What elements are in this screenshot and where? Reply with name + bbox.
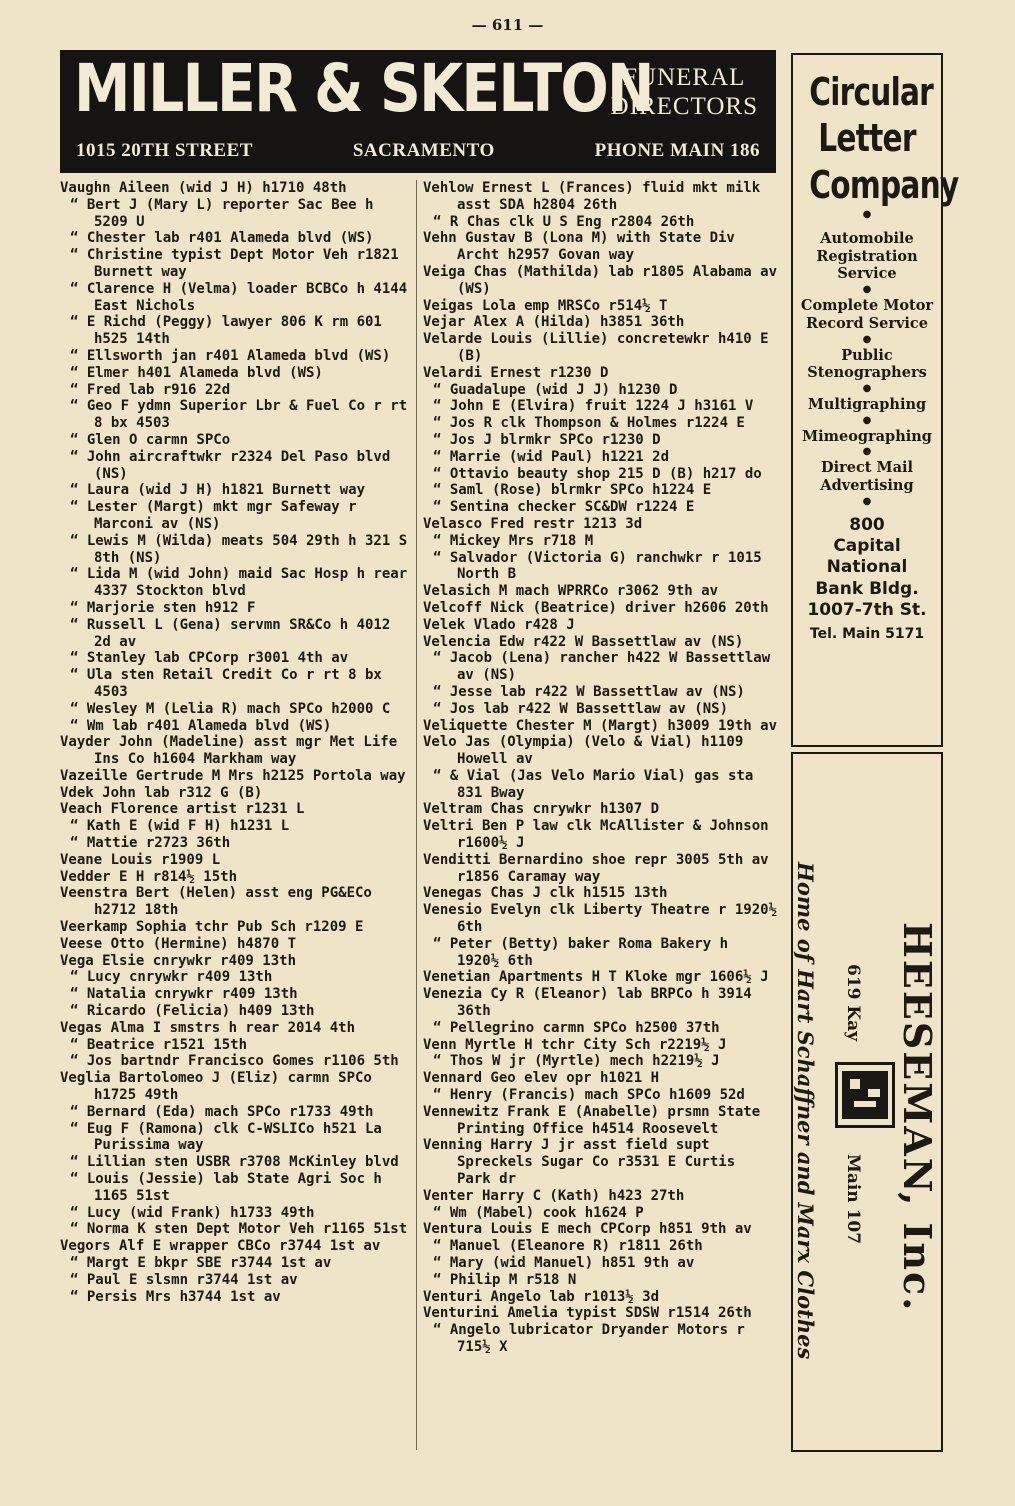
directory-column-right [423,180,777,1356]
directory-sub-entry: “ Chester lab r401 Alameda blvd (WS) [60,230,412,247]
directory-sub-entry: “ Russell L (Gena) servmn SR&Co h 4012 2d av [60,617,412,651]
bullet-dot: ● [862,284,872,296]
directory-entry: Veliquette Chester M (Margt) h3009 19th av [423,717,778,734]
directory-sub-entry: “ Geo F ydmn Superior Lbr & Fuel Co r rt 8 bx 4503 [60,398,412,432]
directory-sub-entry: “ Lewis M (Wilda) meats 504 29th h 321 S 8th (NS) [60,533,412,567]
directory-entry: Vdek John lab r312 G (B) [60,784,263,801]
bullet-dot: ● [862,446,872,458]
directory-sub-entry: “ Lucy (wid Frank) h1733 49th [60,1205,412,1222]
directory-sub-entry: “ Jos lab r422 W Bassettlaw av (NS) [423,701,777,718]
directory-entry: Veiga Chas (Mathilda) lab r1805 Alabama av (WS) [423,263,778,297]
directory-sub-entry: “ Lida M (wid John) maid Sac Hosp h rear 4337 Stockton blvd [60,566,412,600]
directory-sub-entry: “ Glen O carmn SPCo [60,432,412,449]
directory-entry: Veerkamp Sophia tchr Pub Sch r1209 E [60,919,364,936]
bullet-dot: ● [862,495,872,507]
directory-sub-entry: “ Bert J (Mary L) reporter Sac Bee h 5209 U [60,197,412,231]
funeral-directors-banner [60,50,776,173]
circular-name-line: Company [809,162,959,207]
heeseman-slogan: Home of Hart Schaffner and Marx Clothes [793,862,818,1360]
directory-sub-entry: “ Salvador (Victoria G) ranchwkr r 1015 North B [423,550,777,584]
directory-entry: Veach Florence artist r1231 L [60,801,305,818]
directory-entry: Velasich M mach WPRRCo r3062 9th av [423,583,719,600]
directory-entry: Velarde Louis (Lillie) concretewkr h410 E (B) [423,331,769,364]
directory-sub-entry: “ Paul E slsmn r3744 1st av [60,1272,412,1289]
directory-sub-entry: “ Philip M r518 N [423,1272,777,1289]
directory-sub-entry: “ Marrie (wid Paul) h1221 2d [423,449,777,466]
directory-sub-entry: “ Jesse lab r422 W Bassettlaw av (NS) [423,684,777,701]
circular-service: Public Stenographers [807,346,927,382]
directory-sub-entry: “ Peter (Betty) baker Roma Bakery h 1920½ 6th [423,936,777,970]
directory-sub-entry: “ Ula sten Retail Credit Co r rt 8 bx 4503 [60,667,412,701]
circular-service: Complete Motor Record Service [800,297,934,332]
directory-entry: Venesio Evelyn clk Liberty Theatre r 1920½ 6th [423,902,778,936]
directory-entry: Venturi Angelo lab r1013½ 3d [423,1288,660,1305]
directory-entry: Veane Louis r1909 L [60,851,221,868]
directory-sub-entry: “ & Vial (Jas Velo Mario Vial) gas sta 831 Bway [423,768,777,802]
directory-entry: Vedder E H r814½ 15th [60,868,238,885]
address-line: Capital [833,536,901,557]
directory-entry: Vaughn Aileen (wid J H) h1710 48th [60,180,347,196]
directory-entry: Veglia Bartolomeo J (Eliz) carmn SPCo h1725 49th [60,1070,372,1104]
address-line: 1007-7th St. [807,600,927,621]
heeseman-ad [791,752,943,1452]
directory-sub-entry: “ Kath E (wid F H) h1231 L [60,818,412,835]
directory-sub-entry: “ Jos R clk Thompson & Holmes r1224 E [423,415,777,432]
directory-entry: Velo Jas (Olympia) (Velo & Vial) h1109 Howell av [423,734,744,768]
directory-sub-entry: “ Persis Mrs h3744 1st av [60,1289,412,1306]
directory-entry: Velcoff Nick (Beatrice) driver h2606 20th [423,599,769,616]
directory-entry: Veenstra Bert (Helen) asst eng PG&ECo h2712 18th [60,885,372,919]
directory-sub-entry: “ Thos W jr (Myrtle) mech h2219½ J [423,1053,777,1070]
directory-entry: Vega Elsie cnrywkr r409 13th [60,952,297,969]
directory-sub-entry: “ Beatrice r1521 15th [60,1037,412,1054]
directory-sub-entry: “ Lester (Margt) mkt mgr Safeway r Marconi av (NS) [60,499,412,533]
directory-entry: Venezia Cy R (Eleanor) lab BRPCo h 3914 36th [423,986,752,1020]
directory-entry: Venning Harry J jr asst field supt Spreckels Sugar Co r3531 E Curtis Park dr [423,1137,736,1188]
directory-sub-entry: “ Stanley lab CPCorp r3001 4th av [60,650,412,667]
banner-street: 1015 20TH STREET [76,140,253,161]
directory-sub-entry: “ Jacob (Lena) rancher h422 W Bassettlaw av (NS) [423,650,777,684]
directory-sub-entry: “ Mattie r2723 36th [60,835,412,852]
address-line: Bank Bldg. [815,578,919,599]
directory-sub-entry: “ Natalia cnrywkr r409 13th [60,986,412,1003]
directory-entry: Venegas Chas J clk h1515 13th [423,885,668,902]
banner-tagline [611,64,758,122]
directory-sub-entry: “ Ottavio beauty shop 215 D (B) h217 do [423,466,777,483]
banner-funeral: FUNERAL [623,64,746,91]
banner-phone: PHONE MAIN 186 [594,140,760,161]
directory-entry: Velardi Ernest r1230 D [423,364,609,381]
directory-sub-entry: “ John E (Elvira) fruit 1224 J h3161 V [423,398,777,415]
directory-sub-entry: “ Lucy cnrywkr r409 13th [60,969,412,986]
directory-entry: Venturini Amelia typist SDSW r1514 26th [423,1305,752,1322]
directory-sub-entry: “ R Chas clk U S Eng r2804 26th [423,214,777,231]
directory-sub-entry: “ Clarence H (Velma) loader BCBCo h 4144 East Nichols [60,281,412,315]
directory-entry: Veigas Lola emp MRSCo r514½ T [423,297,668,314]
banner-contact-row [76,140,760,162]
circular-service: Multigraphing [807,395,927,413]
directory-sub-entry: “ Lillian sten USBR r3708 McKinley blvd [60,1154,412,1171]
directory-entry: Vennard Geo elev opr h1021 H [423,1070,660,1087]
directory-sub-entry: “ Marjorie sten h912 F [60,600,412,617]
directory-entry: Vayder John (Madeline) asst mgr Met Life Ins Co h1604 Markham way [60,734,398,768]
page-number: — 611 — [471,16,544,34]
directory-sub-entry: “ Jos bartndr Francisco Gomes r1106 5th [60,1053,412,1070]
directory-sub-entry: “ Saml (Rose) blrmkr SPCo h1224 E [423,482,777,499]
bullet-dot: ● [862,382,872,394]
heeseman-phone: Main 107 [843,1154,863,1245]
address-line: National [826,557,908,578]
directory-sub-entry: “ Louis (Jessie) lab State Agri Soc h 1165 51st [60,1171,412,1205]
directory-sub-entry: “ Elmer h401 Alameda blvd (WS) [60,365,412,382]
heeseman-logo-icon [835,1062,895,1128]
circular-letter-ad [791,53,959,747]
directory-sub-entry: “ Eug F (Ramona) clk C-WSLICo h521 La Purissima way [60,1121,412,1155]
directory-entry: Vehlow Ernest L (Frances) fluid mkt milk asst SDA h2804 26th [423,180,761,213]
directory-entry: Vegas Alma I smstrs h rear 2014 4th [60,1019,356,1036]
circular-service: Direct Mail Advertising [820,459,914,494]
directory-entry: Ventura Louis E mech CPCorp h851 9th av [423,1221,752,1238]
circular-service: Automobile Registration Service [816,230,918,283]
directory-sub-entry: “ Christine typist Dept Motor Veh r1821 Burnett way [60,247,412,281]
directory-entry: Vejar Alex A (Hilda) h3851 36th [423,314,685,331]
circular-phone: Tel. Main 5171 [809,625,925,642]
banner-directors: DIRECTORS [610,92,758,120]
circular-name-line: Circular [809,70,934,114]
directory-sub-entry: “ Sentina checker SC&DW r1224 E [423,499,777,516]
directory-entry: Venditti Bernardino shoe repr 3005 5th av r1856 Caramay way [423,851,769,885]
directory-sub-entry: “ Norma K sten Dept Motor Veh r1165 51st [60,1221,412,1238]
directory-entry: Venn Myrtle H tchr City Sch r2219½ J [423,1036,727,1053]
circular-name-line: Letter [818,116,916,161]
directory-entry: Velek Vlado r428 J [423,616,575,633]
directory-sub-entry: “ Bernard (Eda) mach SPCo r1733 49th [60,1104,412,1121]
directory-sub-entry: “ Wesley M (Lelia R) mach SPCo h2000 C [60,701,412,718]
directory-sub-entry: “ Fred lab r916 22d [60,382,412,399]
directory-entry: Veese Otto (Hermine) h4870 T [60,935,297,952]
directory-entry: Vegors Alf E wrapper CBCo r3744 1st av [60,1238,381,1255]
directory-sub-entry: “ Pellegrino carmn SPCo h2500 37th [423,1020,777,1037]
directory-sub-entry: “ Margt E bkpr SBE r3744 1st av [60,1255,412,1272]
bullet-dot: ● [862,414,872,426]
circular-address [793,515,941,622]
directory-sub-entry: “ Manuel (Eleanore R) r1811 26th [423,1238,777,1255]
directory-sub-entry: “ Wm (Mabel) cook h1624 P [423,1205,777,1222]
directory-sub-entry: “ Henry (Francis) mach SPCo h1609 52d [423,1087,777,1104]
bullet-dot: ● [862,333,872,345]
heeseman-address: 619 Kay [843,964,863,1042]
directory-entry: Vehn Gustav B (Lona M) with State Div Archt h2957 Govan way [423,230,735,264]
directory-entry: Veltram Chas cnrywkr h1307 D [423,801,660,818]
directory-sub-entry: “ E Richd (Peggy) lawyer 806 K rm 601 h525 14th [60,314,412,348]
directory-sub-entry: “ Wm lab r401 Alameda blvd (WS) [60,718,412,735]
directory-sub-entry: “ Angelo lubricator Dryander Motors r 715½ X [423,1322,777,1356]
directory-column-left [60,180,412,1305]
directory-entry: Vennewitz Frank E (Anabelle) prsmn State Printing Office h4514 Roosevelt [423,1103,761,1137]
directory-sub-entry: “ John aircraftwkr r2324 Del Paso blvd (NS) [60,449,412,483]
directory-sub-entry: “ Ellsworth jan r401 Alameda blvd (WS) [60,348,412,365]
directory-sub-entry: “ Guadalupe (wid J J) h1230 D [423,382,777,399]
directory-sub-entry: “ Mary (wid Manuel) h851 9th av [423,1255,777,1272]
directory-entry: Veltri Ben P law clk McAllister & Johnson r1600½ J [423,818,769,852]
directory-sub-entry: “ Laura (wid J H) h1821 Burnett way [60,482,412,499]
directory-entry: Venter Harry C (Kath) h423 27th [423,1187,685,1204]
directory-sub-entry: “ Ricardo (Felicia) h409 13th [60,1003,412,1020]
directory-sub-entry: “ Jos J blrmkr SPCo r1230 D [423,432,777,449]
directory-entry: Vazeille Gertrude M Mrs h2125 Portola way [60,767,406,784]
directory-sub-entry: “ Mickey Mrs r718 M [423,533,777,550]
directory-entry: Venetian Apartments H T Kloke mgr 1606½ J [423,969,769,986]
directory-entry: Velasco Fred restr 1213 3d [423,515,643,532]
circular-service: Mimeographing [802,427,932,445]
column-divider [416,180,417,1450]
banner-firm-name: MILLER & SKELTON [74,50,653,127]
circular-ad-name [809,69,959,208]
directory-entry: Velencia Edw r422 W Bassettlaw av (NS) [423,633,744,650]
address-line: 800 [849,514,885,535]
bullet-dot: ● [862,209,872,221]
banner-city: SACRAMENTO [352,140,495,161]
heeseman-name: HEESEMAN, Inc. [895,922,940,1313]
